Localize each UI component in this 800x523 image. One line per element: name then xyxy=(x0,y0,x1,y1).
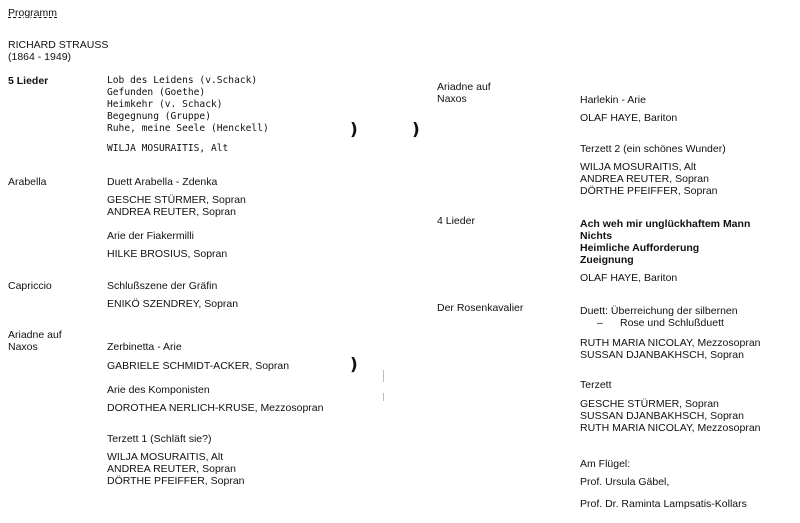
bracket-mark: ) xyxy=(412,120,420,140)
bracket-mark: ) xyxy=(350,355,358,375)
piece-title: Zerbinetta - Arie xyxy=(107,341,182,353)
piece-title: Harlekin - Arie xyxy=(580,94,646,106)
performer: ANDREA REUTER, Sopran xyxy=(580,173,709,185)
group-label-arabella: Arabella xyxy=(8,176,47,188)
performer: WILJA MOSURAITIS, Alt xyxy=(107,451,224,463)
divider-mark xyxy=(383,393,384,401)
performer: SUSSAN DJANBAKHSCH, Sopran xyxy=(580,410,744,422)
page-title: Programm xyxy=(8,7,58,19)
lieder-list xyxy=(107,75,269,135)
performer: OLAF HAYE, Bariton xyxy=(580,112,678,124)
group-label-capriccio: Capriccio xyxy=(8,280,52,292)
performer: RUTH MARIA NICOLAY, Mezzosopran xyxy=(580,422,761,434)
list-item: Gefunden (Goethe) xyxy=(107,87,206,98)
piece-title: Terzett 2 (ein schönes Wunder) xyxy=(580,143,726,155)
list-item: Begegnung (Gruppe) xyxy=(107,111,211,122)
performer: DÖRTHE PFEIFFER, Sopran xyxy=(107,475,245,487)
group-label-ariadne: Naxos xyxy=(8,341,38,353)
divider-mark xyxy=(383,370,384,382)
performer: ANDREA REUTER, Sopran xyxy=(107,463,236,475)
list-item: Ach weh mir unglückhaftem Mann xyxy=(580,218,751,230)
performer: OLAF HAYE, Bariton xyxy=(580,272,678,284)
dash-mark: – xyxy=(597,317,603,329)
performer: DÖRTHE PFEIFFER, Sopran xyxy=(580,185,718,197)
performer: GESCHE STÜRMER, Sopran xyxy=(107,194,246,206)
pianist-name: Prof. Ursula Gäbel, xyxy=(580,476,670,488)
group-label-ariadne: Ariadne auf xyxy=(8,329,62,341)
piece-title: Rose und Schlußduett xyxy=(620,317,724,329)
piece-title: Terzett 1 (Schläft sie?) xyxy=(107,433,212,445)
performer: WILJA MOSURAITIS, Alt xyxy=(107,143,229,154)
piece-title: Arie des Komponisten xyxy=(107,384,210,396)
performer: WILJA MOSURAITIS, Alt xyxy=(580,161,697,173)
performer: ANDREA REUTER, Sopran xyxy=(107,206,236,218)
list-item: Heimkehr (v. Schack) xyxy=(107,99,223,110)
performer: RUTH MARIA NICOLAY, Mezzosopran xyxy=(580,337,761,349)
group-label-ariadne: Naxos xyxy=(437,93,467,105)
list-item: Zueignung xyxy=(580,254,634,266)
piece-title: Terzett xyxy=(580,379,612,391)
composer-dates: (1864 - 1949) xyxy=(8,51,72,63)
performer: GESCHE STÜRMER, Sopran xyxy=(580,398,719,410)
list-item: Nichts xyxy=(580,230,613,242)
list-item: Lob des Leidens (v.Schack) xyxy=(107,75,258,86)
performer: ENIKÖ SZENDREY, Sopran xyxy=(107,298,239,310)
group-label-ariadne: Ariadne auf xyxy=(437,81,491,93)
composer-name: RICHARD STRAUSS xyxy=(8,39,109,51)
list-item: Heimliche Aufforderung xyxy=(580,242,700,254)
piece-title: Schlußszene der Gräfin xyxy=(107,280,218,292)
performer: GABRIELE SCHMIDT-ACKER, Sopran xyxy=(107,360,290,372)
performer: SUSSAN DJANBAKHSCH, Sopran xyxy=(580,349,744,361)
group-label-5-lieder: 5 Lieder xyxy=(8,75,49,87)
bracket-mark: ) xyxy=(350,120,358,140)
piano-label: Am Flügel: xyxy=(580,458,631,470)
group-label-rosenkavalier: Der Rosenkavalier xyxy=(437,302,524,314)
list-item: Ruhe, meine Seele (Henckell) xyxy=(107,123,269,134)
group-label-4-lieder: 4 Lieder xyxy=(437,215,475,227)
piece-title: Duett: Überreichung der silbernen xyxy=(580,305,738,317)
piece-title: Duett Arabella - Zdenka xyxy=(107,176,218,188)
pianist-name: Prof. Dr. Raminta Lampsatis-Kollars xyxy=(580,498,747,510)
performer: DOROTHEA NERLICH-KRUSE, Mezzosopran xyxy=(107,402,324,414)
performer: HILKE BROSIUS, Sopran xyxy=(107,248,228,260)
piece-title: Arie der Fiakermilli xyxy=(107,230,194,242)
